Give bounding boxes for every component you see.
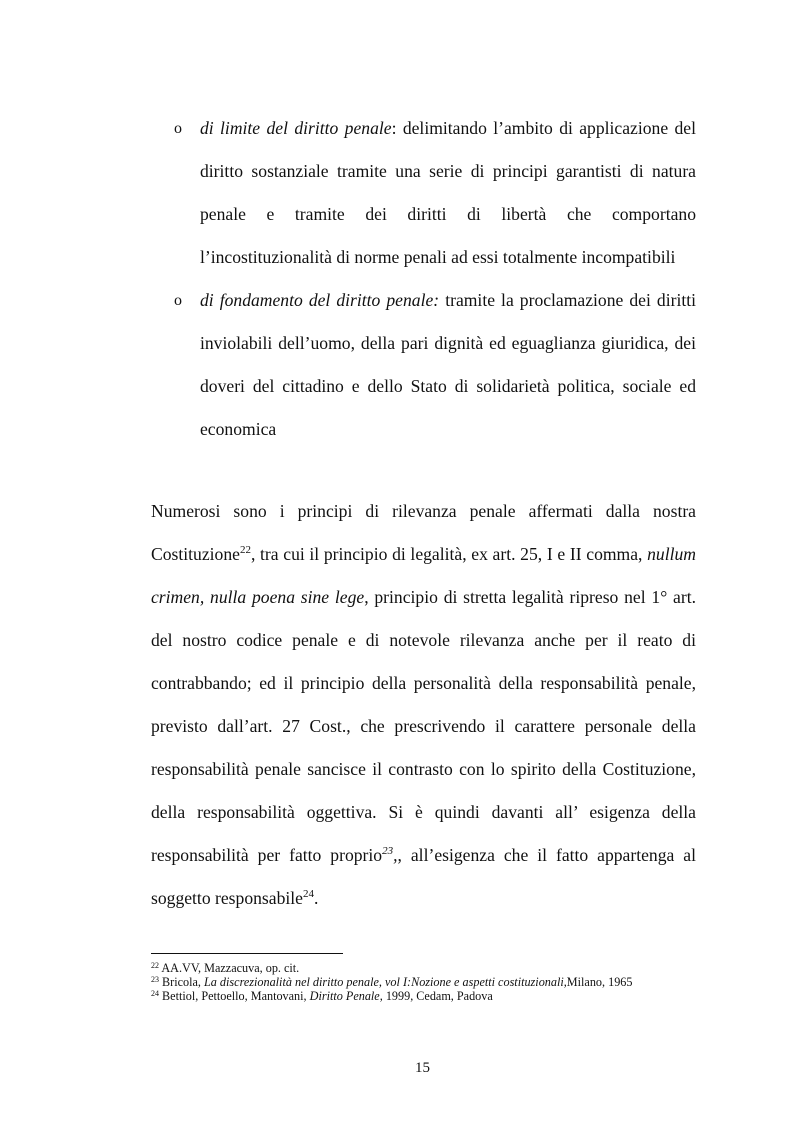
footnote-number: 24 [151, 989, 159, 998]
para-comma: , [393, 845, 398, 865]
footnote-number: 22 [151, 961, 159, 970]
footnote-number: 23 [151, 975, 159, 984]
footnotes [151, 961, 711, 1003]
para-text-1: Numerosi sono i principi di rilevanza penale affermati dalla nostra Costituzione [151, 501, 696, 564]
footnote-author: Bricola, [159, 975, 205, 989]
footnote-22 [151, 961, 711, 975]
footnote-ref-23-number: 23 [382, 845, 394, 857]
para-text-4: , all’esigenza che il fatto appartenga al soggetto responsabile [151, 845, 696, 908]
footnote-title: Diritto Penale, [309, 989, 383, 1003]
footnote-ref-23[interactable] [382, 845, 393, 857]
bullet-text-limite: : delimitando l’ambito di applicazione del diritto sostanziale tramite una serie di principi garantisti di natura penale e tramite dei diritti di libertà che comportano l’incostituzionalità di norme penali ad essi totalmente incompatibili [200, 118, 696, 267]
footnote-24 [151, 989, 711, 1003]
footnote-publication: Milano, 1965 [566, 975, 633, 989]
latin-maxim: nullum crimen, nulla poena sine lege [151, 544, 696, 607]
para-text-5: . [313, 888, 319, 908]
page-number: 15 [415, 1060, 430, 1076]
footnote-publication: 1999, Cedam, Padova [382, 989, 493, 1003]
para-text-3: , principio di stretta legalità ripreso nel 1° art. del nostro codice penale e di notevole rilevanza anche per il reato di contrabbando; ed il principio della personalità della responsabilità penale, previsto dall’art. 27 Cost., che prescrivendo il carattere personale della responsabilità penale sancisce il contrasto con lo spirito della Costituzione, della responsabilità oggettiva. Si è quindi davanti all’ esigenza della responsabilità per fatto proprio [151, 587, 696, 865]
bullet-heading-fondamento: di fondamento del diritto penale: [200, 290, 440, 310]
footnote-ref-24[interactable]: 24 [302, 888, 314, 900]
body-paragraph [151, 490, 696, 920]
bullet-marker: o [174, 292, 182, 309]
bullet-list [174, 107, 696, 451]
footnote-23 [151, 975, 711, 989]
bullet-text-fondamento: tramite la proclamazione dei diritti inviolabili dell’uomo, della pari dignità ed eguaglianza giuridica, dei doveri del cittadino e dello Stato di solidarietà politica, sociale ed economica [200, 290, 696, 439]
footnote-title: La discrezionalità nel diritto penale, vol I:Nozione e aspetti costituzionali, [204, 975, 567, 989]
footnote-ref-22[interactable]: 22 [239, 544, 251, 556]
footnote-text: AA.VV, Mazzacuva, op. cit. [159, 961, 300, 975]
bullet-marker: o [174, 120, 182, 137]
footnote-author: Bettiol, Pettoello, Mantovani, [159, 989, 310, 1003]
footnote-separator [151, 953, 343, 954]
bullet-item-fondamento [174, 279, 696, 451]
bullet-heading-limite: di limite del diritto penale [200, 118, 392, 138]
para-text-2: , tra cui il principio di legalità, ex art. 25, I e II comma, [250, 544, 648, 564]
bullet-item-limite [174, 107, 696, 279]
